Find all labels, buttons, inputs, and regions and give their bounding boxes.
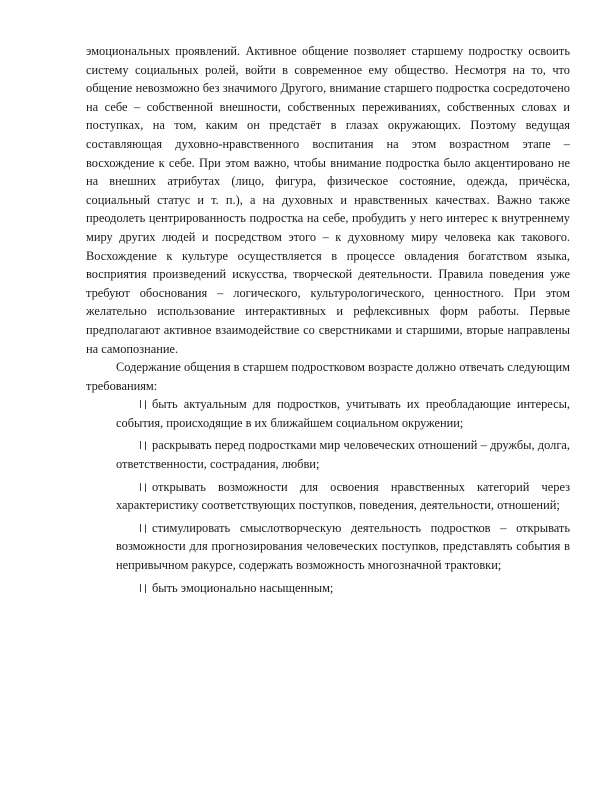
bullet-marker-icon (140, 584, 146, 592)
list-item (86, 579, 570, 598)
list-item-text: раскрывать перед подростками мир человеческих отношений – дружбы, долга, ответственности, сострадания, любви; (116, 438, 570, 472)
list-item-text: открывать возможности для освоения нравственных категорий через характеристику соответствующих поступков, поведения, деятельности, отношений; (116, 479, 570, 513)
list-item (86, 478, 570, 515)
list-item-text: быть актуальным для подростков, учитывать их преобладающие интересы, события, происходящие в их ближайшем социальном окружении; (116, 397, 570, 430)
body-paragraph: эмоциональных проявлений. Активное общение позволяет старшему подростку освоить систему социальных ролей, войти в современное ему общество. Несмотря на то, что общение невозможно без значимого Другого, внимание старшего подростка сосредоточено на себе – собственной внешности, собственных переживаниях, собственных словах и поступках, на том, каким он предстаёт в глазах окружающих. Поэтому ведущая составляющая духовно-нравственного воспитания на этом возрастном этапе – восхождение к себе. При этом важно, чтобы внимание подростка было акцентировано не на внешних атрибутах (лицо, фигура, физическое состояние, одежда, причёска, социальный статус и т. п.), а на духовных и нравственных качествах. Важно также преодолеть центрированность подростка на себе, пробудить у него интерес к внутреннему миру других людей и посредством этого – к духовному миру человека как такового. Восхождение к культуре осуществляется в процессе овладения богатством языка, восприятия произведений искусства, творческой деятельности. Правила поведения уже требуют обоснования – логического, культурологического, ценностного. При этом желательно использование интерактивных и рефлексивных форм работы. Первые предполагают активное взаимодействие со сверстниками и старшими, вторые направлены на самопознание. (86, 44, 570, 356)
list-item (86, 436, 570, 473)
list-item (86, 395, 570, 432)
list-item-text: стимулировать смыслотворческую деятельность подростков – открывать возможности для прогнозирования человеческих поступков, представлять события в непривычном ракурсе, содержать возможность многозначной трактовки; (116, 520, 570, 573)
list-item-text: быть эмоционально насыщенным; (152, 580, 334, 595)
requirements-intro-paragraph: Содержание общения в старшем подростковом возрасте должно отвечать следующим требованиям: (86, 360, 570, 393)
bullet-marker-icon (140, 483, 146, 491)
requirements-list (86, 395, 570, 597)
document-body (86, 42, 570, 597)
bullet-marker-icon (140, 524, 146, 532)
list-item (86, 519, 570, 575)
bullet-marker-icon (140, 400, 146, 408)
bullet-marker-icon (140, 441, 146, 449)
